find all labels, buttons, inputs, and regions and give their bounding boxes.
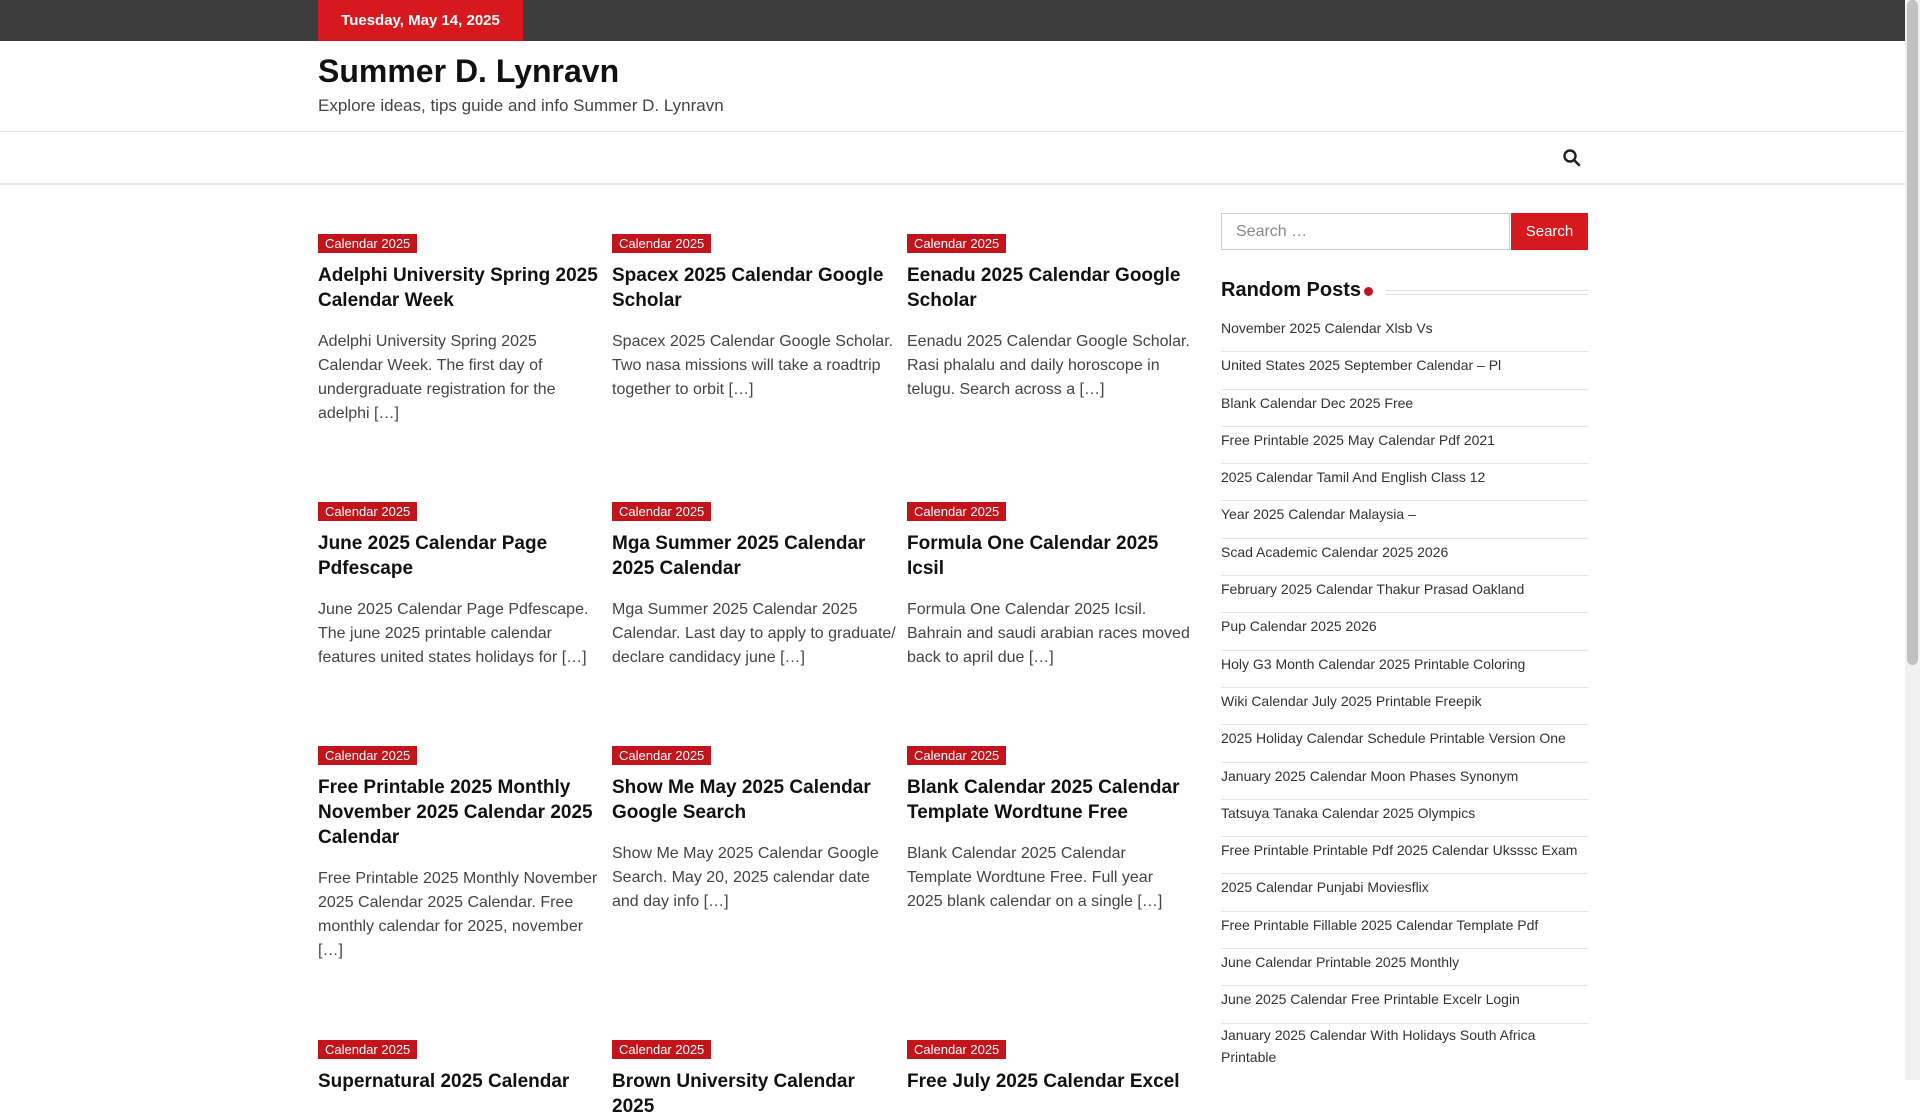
category-badge[interactable]: Calendar 2025: [612, 746, 711, 765]
post-row-clip: [0, 1032, 1200, 1117]
post-card: [612, 234, 896, 402]
post-title[interactable]: Mga Summer 2025 Calendar 2025 Calendar: [612, 533, 866, 579]
random-post-link[interactable]: February 2025 Calendar Thakur Prasad Oakland: [1221, 576, 1588, 613]
category-badge[interactable]: Calendar 2025: [318, 234, 417, 253]
post-card: [907, 502, 1191, 670]
random-post-link[interactable]: January 2025 Calendar Moon Phases Synonym: [1221, 763, 1588, 800]
sidebar-search: [1221, 213, 1588, 250]
random-posts-list: [1221, 315, 1588, 1072]
post-title[interactable]: Blank Calendar 2025 Calendar Template Wordtune Free: [907, 777, 1180, 823]
post-card: [318, 1040, 602, 1094]
category-badge[interactable]: Calendar 2025: [612, 1040, 711, 1059]
post-title[interactable]: Show Me May 2025 Calendar Google Search: [612, 777, 871, 823]
widget-title: Random Posts: [1221, 279, 1362, 301]
category-badge[interactable]: Calendar 2025: [612, 234, 711, 253]
random-post-link[interactable]: Blank Calendar Dec 2025 Free: [1221, 390, 1588, 427]
main-navigation: [0, 132, 1905, 185]
search-button[interactable]: Search: [1511, 213, 1588, 250]
site-description: Explore ideas, tips guide and info Summer D. Lynravn: [318, 96, 724, 115]
random-post-link[interactable]: Tatsuya Tanaka Calendar 2025 Olympics: [1221, 800, 1588, 837]
post-card: [612, 502, 896, 670]
post-excerpt: June 2025 Calendar Page Pdfescape. The june 2025 printable calendar features united states holidays for […]: [318, 601, 589, 666]
random-post-link[interactable]: January 2025 Calendar With Holidays South Africa Printable: [1221, 1026, 1536, 1065]
random-post-link[interactable]: June 2025 Calendar Free Printable Excelr Login: [1221, 986, 1588, 1023]
page-scrollbar-thumb[interactable]: [1907, 0, 1918, 665]
post-excerpt: Spacex 2025 Calendar Google Scholar. Two nasa missions will take a roadtrip together to orbit […]: [612, 333, 894, 398]
post-title[interactable]: Spacex 2025 Calendar Google Scholar: [612, 265, 884, 311]
current-date: Tuesday, May 14, 2025: [318, 0, 523, 41]
search-icon[interactable]: [1562, 148, 1582, 168]
post-card: [318, 502, 602, 670]
post-card: [907, 746, 1191, 914]
post-card: [612, 1040, 896, 1119]
random-post-link[interactable]: United States 2025 September Calendar – Pl: [1221, 352, 1588, 389]
category-badge[interactable]: Calendar 2025: [318, 746, 417, 765]
random-post-link[interactable]: Wiki Calendar July 2025 Printable Freepik: [1221, 688, 1588, 725]
widget-title-dot: [1364, 287, 1373, 296]
post-card: [907, 1040, 1191, 1094]
post-excerpt: Free Printable 2025 Monthly November 2025 Calendar 2025 Calendar. Free monthly calendar for 2025, november […]: [318, 870, 598, 959]
random-post-link[interactable]: Pup Calendar 2025 2026: [1221, 613, 1588, 650]
category-badge[interactable]: Calendar 2025: [612, 502, 711, 521]
site-title[interactable]: Summer D. Lynravn: [318, 53, 620, 89]
random-post-link[interactable]: June Calendar Printable 2025 Monthly: [1221, 949, 1588, 986]
post-excerpt: Blank Calendar 2025 Calendar Template Wordtune Free. Full year 2025 blank calendar on a single […]: [907, 845, 1163, 910]
random-post-link[interactable]: Holy G3 Month Calendar 2025 Printable Coloring: [1221, 651, 1588, 688]
post-card: [907, 234, 1191, 402]
post-excerpt: Show Me May 2025 Calendar Google Search. May 20, 2025 calendar date and day info […]: [612, 845, 879, 910]
search-input[interactable]: [1221, 213, 1510, 250]
category-badge[interactable]: Calendar 2025: [318, 1040, 417, 1059]
post-excerpt: Mga Summer 2025 Calendar 2025 Calendar. Last day to apply to graduate/ declare candidacy june […]: [612, 601, 896, 666]
random-post-link[interactable]: 2025 Calendar Punjabi Moviesflix: [1221, 874, 1588, 911]
category-badge[interactable]: Calendar 2025: [318, 502, 417, 521]
post-card: [612, 746, 896, 914]
post-excerpt: Eenadu 2025 Calendar Google Scholar. Rasi phalalu and daily horoscope in telugu. Search across a […]: [907, 333, 1190, 398]
top-bar: [0, 0, 1905, 41]
category-badge[interactable]: Calendar 2025: [907, 746, 1006, 765]
post-title[interactable]: Supernatural 2025 Calendar: [318, 1071, 570, 1092]
post-title[interactable]: Free July 2025 Calendar Excel: [907, 1071, 1180, 1092]
random-post-link[interactable]: Free Printable Fillable 2025 Calendar Template Pdf: [1221, 912, 1588, 949]
post-title[interactable]: Free Printable 2025 Monthly November 2025 Calendar 2025 Calendar: [318, 777, 593, 848]
post-title[interactable]: Adelphi University Spring 2025 Calendar Week: [318, 265, 598, 311]
category-badge[interactable]: Calendar 2025: [907, 502, 1006, 521]
random-post-link[interactable]: 2025 Holiday Calendar Schedule Printable Version One: [1221, 725, 1588, 762]
post-excerpt: Formula One Calendar 2025 Icsil. Bahrain and saudi arabian races moved back to april due […]: [907, 601, 1190, 666]
random-post-link[interactable]: Year 2025 Calendar Malaysia –: [1221, 501, 1588, 538]
post-excerpt: Adelphi University Spring 2025 Calendar Week. The first day of undergraduate registration for the adelphi […]: [318, 333, 556, 422]
random-post-link[interactable]: November 2025 Calendar Xlsb Vs: [1221, 315, 1588, 352]
widget-title-line: [1386, 290, 1588, 295]
random-post-link[interactable]: 2025 Calendar Tamil And English Class 12: [1221, 464, 1588, 501]
post-title[interactable]: June 2025 Calendar Page Pdfescape: [318, 533, 548, 579]
post-title[interactable]: Eenadu 2025 Calendar Google Scholar: [907, 265, 1181, 311]
post-card: [318, 746, 602, 963]
random-post-link[interactable]: Free Printable 2025 May Calendar Pdf 2021: [1221, 427, 1588, 464]
category-badge[interactable]: Calendar 2025: [907, 234, 1006, 253]
random-post-link[interactable]: Scad Academic Calendar 2025 2026: [1221, 539, 1588, 576]
post-title[interactable]: Formula One Calendar 2025 Icsil: [907, 533, 1159, 579]
random-post-link[interactable]: Free Printable Printable Pdf 2025 Calendar Uksssc Exam: [1221, 837, 1588, 874]
post-card: [318, 234, 602, 426]
category-badge[interactable]: Calendar 2025: [907, 1040, 1006, 1059]
post-title[interactable]: Brown University Calendar 2025: [612, 1071, 855, 1117]
